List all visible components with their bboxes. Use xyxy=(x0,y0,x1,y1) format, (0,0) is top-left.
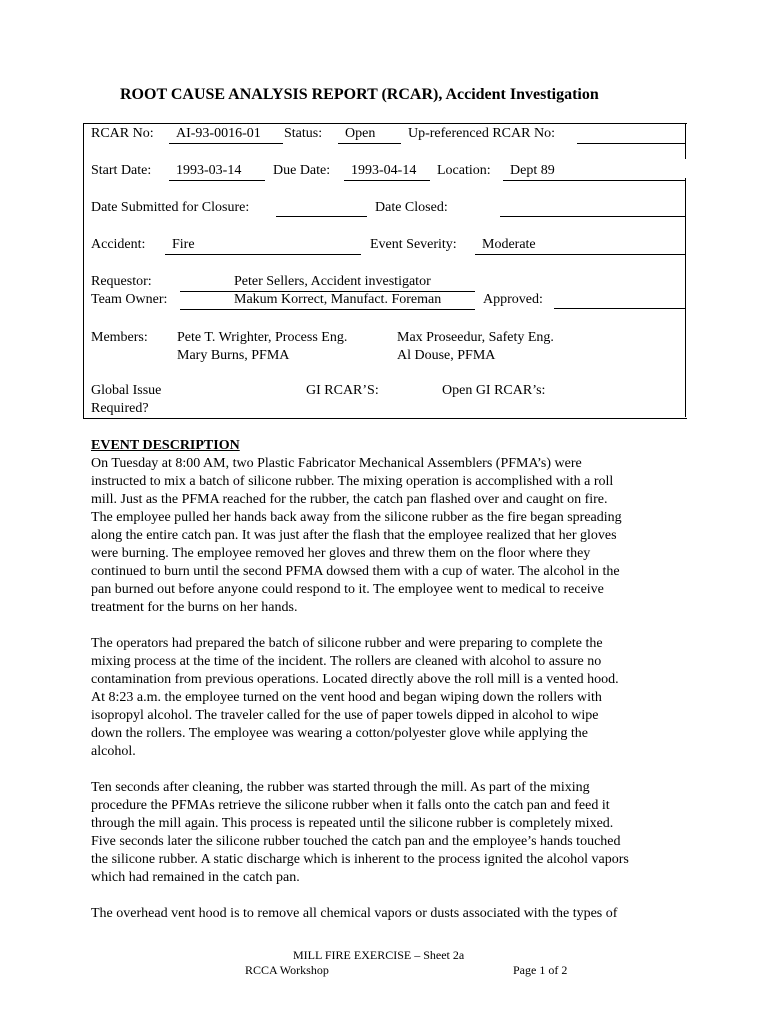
approved-field[interactable] xyxy=(554,291,685,309)
severity-field[interactable]: Moderate xyxy=(475,236,685,255)
text-line: At 8:23 a.m. the employee turned on the vent hood and began wiping down the rollers with xyxy=(91,690,602,705)
member-name: Max Proseedur, Safety Eng. xyxy=(397,330,554,345)
start-date-label: Start Date: xyxy=(91,163,152,178)
text-line: alcohol. xyxy=(91,744,136,759)
requestor-field[interactable]: Peter Sellers, Accident investigator xyxy=(180,273,475,292)
event-paragraph xyxy=(91,455,681,617)
members-label: Members: xyxy=(91,330,148,345)
page-title: ROOT CAUSE ANALYSIS REPORT (RCAR), Accident Investigation xyxy=(120,86,599,103)
upref-field[interactable] xyxy=(577,125,685,144)
footer-workshop: RCCA Workshop xyxy=(245,963,329,977)
event-heading: EVENT DESCRIPTION xyxy=(91,438,240,453)
severity-label: Event Severity: xyxy=(370,237,457,252)
text-line: The employee pulled her hands back away from the silicone rubber as the fire began spreading xyxy=(91,510,622,525)
closed-field[interactable] xyxy=(500,199,685,217)
text-line: The operators had prepared the batch of silicone rubber and were preparing to complete the xyxy=(91,636,603,651)
global-issue-label-line2: Required? xyxy=(91,401,149,416)
closed-label: Date Closed: xyxy=(375,200,448,215)
text-line: down the rollers. The employee was wearing a cotton/polyester glove while applying the xyxy=(91,726,588,741)
text-line: were burning. The employee removed her gloves and threw them on the floor where they xyxy=(91,546,591,561)
accident-label: Accident: xyxy=(91,237,146,252)
event-description xyxy=(91,437,681,923)
requestor-label: Requestor: xyxy=(91,274,152,289)
accident-field[interactable]: Fire xyxy=(165,236,361,255)
rcar-no-label: RCAR No: xyxy=(91,126,154,141)
location-field[interactable]: Dept 89 xyxy=(503,162,685,181)
start-date-field[interactable]: 1993-03-14 xyxy=(169,162,265,181)
approved-label: Approved: xyxy=(483,292,543,307)
text-line: On Tuesday at 8:00 AM, two Plastic Fabricator Mechanical Assemblers (PFMA’s) were xyxy=(91,456,582,471)
open-gi-rcar-label: Open GI RCAR’s: xyxy=(442,383,546,398)
text-line: Five seconds later the silicone rubber touched the catch pan and the employee’s hands touched xyxy=(91,834,621,849)
text-line: contamination from previous operations. Located directly above the roll mill is a vented hood. xyxy=(91,672,619,687)
text-line: along the entire catch pan. It was just after the flash that the employee realized that her gloves xyxy=(91,528,617,543)
text-line: the silicone rubber. A static discharge which is inherent to the process ignited the alcohol vapors xyxy=(91,852,629,867)
location-label: Location: xyxy=(437,163,491,178)
team-owner-field[interactable]: Makum Korrect, Manufact. Foreman xyxy=(180,291,475,310)
text-line: Ten seconds after cleaning, the rubber was started through the mill. As part of the mixing xyxy=(91,780,590,795)
due-date-label: Due Date: xyxy=(273,163,331,178)
text-line: treatment for the burns on her hands. xyxy=(91,600,298,615)
event-paragraph xyxy=(91,635,681,761)
status-label: Status: xyxy=(284,126,323,141)
event-paragraph xyxy=(91,905,681,923)
footer-title: MILL FIRE EXERCISE – Sheet 2a xyxy=(293,948,465,962)
global-issue-label: Global Issue xyxy=(91,383,162,398)
submitted-label: Date Submitted for Closure: xyxy=(91,200,250,215)
text-line: isopropyl alcohol. The traveler called for the use of paper towels dipped in alcohol to wipe xyxy=(91,708,599,723)
text-line: procedure the PFMAs retrieve the silicone rubber when it falls onto the catch pan and feed it xyxy=(91,798,610,813)
text-line: continued to burn until the second PFMA dowsed them with a cup of water. The alcohol in the xyxy=(91,564,620,579)
text-line: pan burned out before anyone could respond to it. The employee went to medical to receive xyxy=(91,582,604,597)
text-line: through the mill again. This process is repeated until the silicone rubber is completely mixed. xyxy=(91,816,614,831)
member-name: Al Douse, PFMA xyxy=(397,348,496,363)
member-name: Mary Burns, PFMA xyxy=(177,348,290,363)
text-line: mixing process at the time of the incident. The rollers are cleaned with alcohol to assure no xyxy=(91,654,602,669)
rcar-no-field[interactable]: AI-93-0016-01 xyxy=(169,125,283,144)
event-paragraph xyxy=(91,779,681,887)
due-date-field[interactable]: 1993-04-14 xyxy=(344,162,430,181)
member-name: Pete T. Wrighter, Process Eng. xyxy=(177,330,348,345)
text-line: The overhead vent hood is to remove all chemical vapors or dusts associated with the types of xyxy=(91,906,618,921)
page-number: Page 1 of 2 xyxy=(513,963,568,977)
status-field[interactable]: Open xyxy=(338,125,401,144)
form-border-segment xyxy=(685,178,686,417)
text-line: mill. Just as the PFMA reached for the rubber, the catch pan flashed over and caught on fire. xyxy=(91,492,608,507)
team-owner-label: Team Owner: xyxy=(91,292,168,307)
upref-label: Up-referenced RCAR No: xyxy=(408,126,555,141)
text-line: which had remained in the catch pan. xyxy=(91,870,300,885)
text-line: instructed to mix a batch of silicone rubber. The mixing operation is accomplished with a roll xyxy=(91,474,614,489)
submitted-field[interactable] xyxy=(276,199,367,217)
form-border-segment xyxy=(685,123,686,159)
gi-rcar-label: GI RCAR’S: xyxy=(306,383,379,398)
